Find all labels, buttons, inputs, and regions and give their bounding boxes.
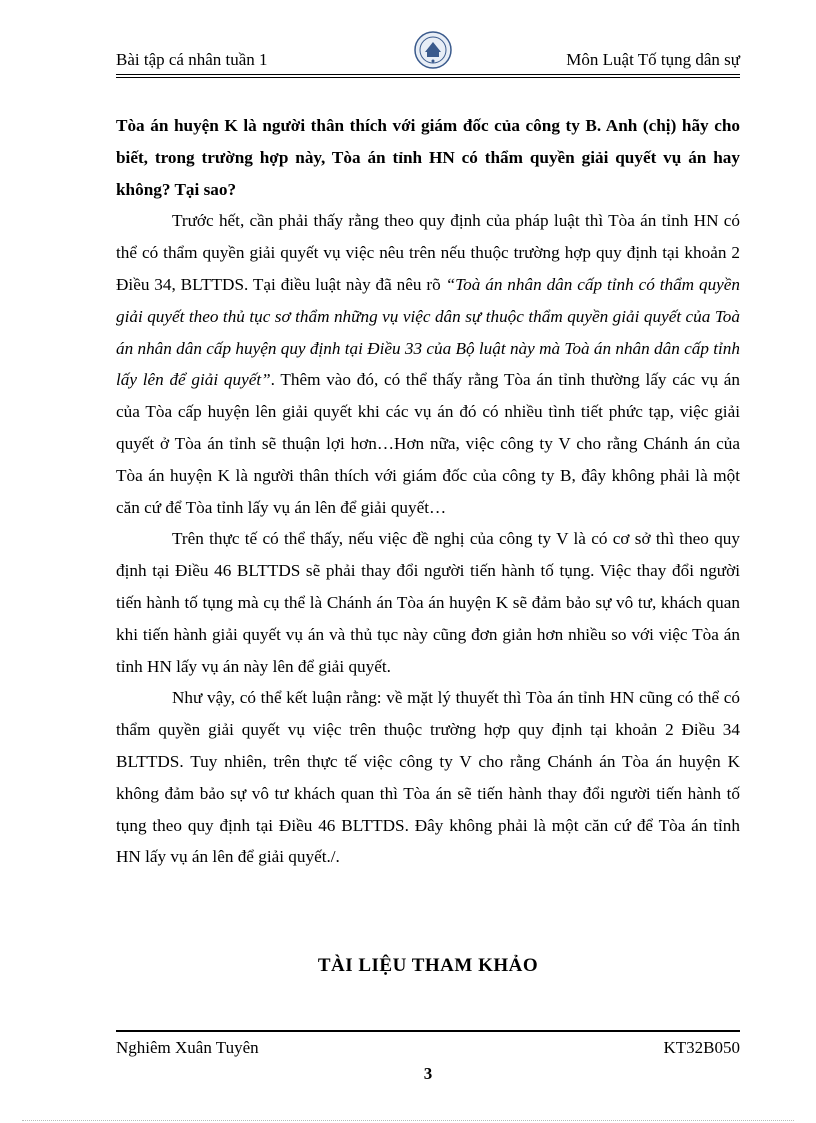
references-heading: TÀI LIỆU THAM KHẢO	[317, 955, 539, 976]
page-bottom-border	[22, 1120, 794, 1121]
page-header	[116, 46, 740, 72]
footer-author: Nghiêm Xuân Tuyên	[116, 1038, 259, 1057]
document-body	[116, 110, 740, 873]
question-text: Tòa án huyện K là người thân thích với giám đốc của công ty B. Anh (chị) hãy cho biết, trong trường hợp này, Tòa án tỉnh HN có thẩm quyền giải quyết vụ án hay không? Tại sao?	[116, 116, 740, 199]
header-course-label: Bài tập cá nhân tuần 1	[116, 50, 268, 69]
university-seal-icon	[413, 30, 453, 70]
paragraph-3: Như vậy, có thể kết luận rằng: về mặt lý thuyết thì Tòa án tỉnh HN cũng có thể có thẩm quyền giải quyết vụ việc trên thuộc trường hợp quy định tại khoản 2 Điều 34 BLTTDS. Tuy nhiên, trên thực tế việc công ty V cho rằng Chánh án Tòa án huyện K không đảm bảo sự vô tư khách quan thì Tòa án sẽ tiến hành thay đổi người tiến hành tố tụng theo quy định tại Điều 46 BLTTDS. Đây không phải là một căn cứ để Tòa án tỉnh HN lấy vụ án lên để giải quyết./.	[116, 688, 740, 867]
header-subject-label: Môn Luật Tố tụng dân sự	[566, 50, 740, 69]
paragraph-1	[116, 205, 740, 523]
paragraph-2: Trên thực tế có thể thấy, nếu việc đề nghị của công ty V là có cơ sở thì theo quy định tại Điều 46 BLTTDS sẽ phải thay đổi người tiến hành tố tụng. Việc thay đổi người tiến hành tố tụng mà cụ thể là Chánh án Tòa án huyện K sẽ đảm bảo sự vô tư, khách quan khi tiến hành giải quyết vụ án và thủ tục này cũng đơn giản hơn nhiều so với việc Tòa án tỉnh HN lấy vụ án này lên để giải quyết.	[116, 529, 740, 676]
header-divider-thin	[116, 77, 740, 78]
legal-quote: “Toà án nhân dân cấp tỉnh có thẩm quyền giải quyết theo thủ tục sơ thẩm những vụ việc dân sự thuộc thẩm quyền giải quyết của Toà án nhân dân cấp huyện quy định tại Điều 33 của Bộ luật này mà Toà án nhân dân cấp tỉnh lấy lên để giải quyết”	[116, 274, 741, 390]
page-number: 3	[423, 1064, 433, 1083]
footer-divider	[116, 1030, 740, 1032]
footer-student-code: KT32B050	[663, 1038, 740, 1057]
paragraph-1-rest: . Thêm vào đó, có thể thấy rằng Tòa án tỉnh thường lấy các vụ án của Tòa cấp huyện lên giải quyết khi các vụ án đó có nhiều tình tiết phức tạp, việc giải quyết ở Tòa án tỉnh sẽ thuận lợi hơn…Hơn nữa, việc công ty V cho rằng Chánh án của Tòa án huyện K là người thân thích với giám đốc của công ty B, đây không phải là một căn cứ để Tòa tỉnh lấy vụ án lên để giải quyết…	[116, 370, 740, 517]
paragraph-1-intro: Trước hết, cần phải thấy rằng theo quy định của pháp luật thì Tòa án tỉnh HN có thể có thẩm quyền giải quyết vụ việc nêu trên nếu thuộc trường hợp quy định tại khoản 2 Điều 34, BLTTDS. Tại điều luật này đã nêu rõ	[116, 211, 740, 294]
header-divider	[116, 74, 740, 75]
